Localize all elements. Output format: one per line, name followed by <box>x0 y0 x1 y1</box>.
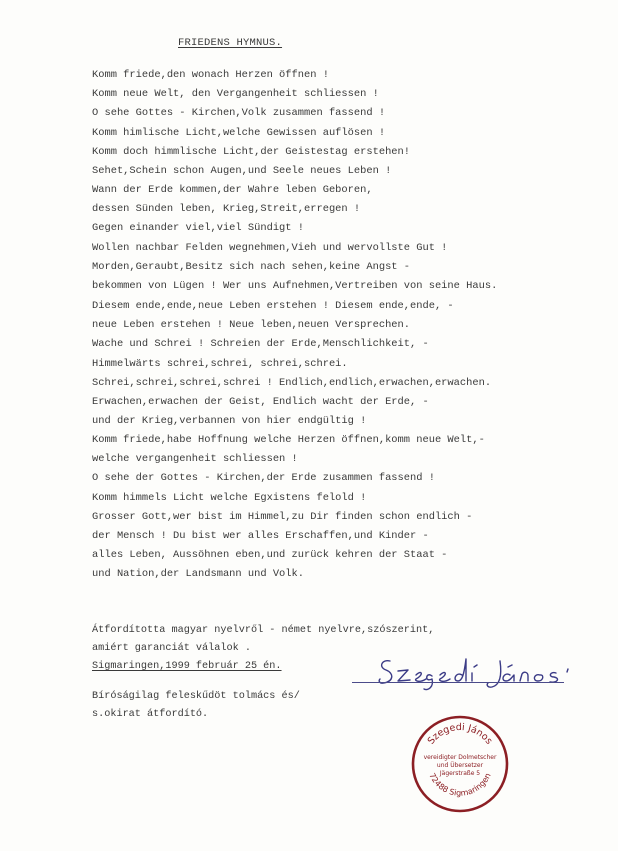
poem-line: Erwachen,erwachen der Geist, Endlich wacht der Erde, - <box>92 395 429 408</box>
poem-title: FRIEDENS HYMNUS. <box>178 37 283 49</box>
poem-line: neue Leben erstehen ! Neue leben,neuen Versprechen. <box>92 319 411 332</box>
poem-line: Komm himlische Licht,welche Gewissen auflösen ! <box>92 126 386 139</box>
svg-text:Szegedi János <box>426 722 495 747</box>
poem-line: alles Leben, Aussöhnen eben,und zurück kehren der Staat - <box>92 549 448 562</box>
stamp-city: 72488 Sigmaringen <box>427 771 493 798</box>
handwritten-signature <box>376 645 576 695</box>
poem-line: und der Krieg,verbannen von hier endgültig ! <box>92 415 367 428</box>
poem-line: bekommen von Lügen ! Wer uns Aufnehmen,Vertreiben von seine Haus. <box>92 279 498 292</box>
poem-line: und Nation,der Landsmann und Volk. <box>92 568 305 581</box>
stanza-2 <box>92 181 497 296</box>
attestation-line: Átfordította magyar nyelvről - német nyelvre,szószerint, <box>92 625 435 636</box>
poem-line: Gegen einander viel,viel Sündigt ! <box>92 222 305 235</box>
signature-underline <box>352 682 564 683</box>
poem-line: Himmelwärts schrei,schrei, schrei,schrei. <box>92 357 348 370</box>
poem-line: Diesem ende,ende,neue Leben erstehen ! Diesem ende,ende, - <box>92 300 454 312</box>
stanza-3 <box>92 297 491 431</box>
poem-line: dessen Sünden leben, Krieg,Streit,erregen ! <box>92 203 361 216</box>
translator-stamp <box>410 714 510 814</box>
poem-line: Komm friede,habe Hoffnung welche Herzen öffnen,komm neue Welt,- <box>92 434 485 446</box>
poem-line: Sehet,Schein schon Augen,und Seele neues Leben ! <box>92 164 392 177</box>
stamp-street: Jägerstraße 5 <box>439 770 481 777</box>
poem-line: der Mensch ! Du bist wer alles Erschaffen,und Kinder - <box>92 529 429 542</box>
poem-line: welche vergangenheit schliessen ! <box>92 453 298 466</box>
stamp-name: Szegedi János <box>425 721 495 747</box>
attestation-line: amiért garanciát válalok . <box>92 643 251 654</box>
stanza-1 <box>92 66 410 181</box>
poem-line: Komm doch himmlische Licht,der Geistestag erstehen! <box>92 145 411 158</box>
translator-title <box>92 688 300 724</box>
poem-line: Komm neue Welt, den Vergangenheit schliessen ! <box>92 88 379 101</box>
stamp-line2: und Übersetzer <box>436 762 484 769</box>
poem-line: Komm himmels Licht welche Egxistens felold ! <box>92 491 367 504</box>
poem-line: Wache und Schrei ! Schreien der Erde,Menschlichkeit, - <box>92 338 429 351</box>
poem-line: Grosser Gott,wer bist im Himmel,zu Dir finden schon endlich - <box>92 510 473 523</box>
translator-line: s.okirat átfordító. <box>92 709 209 720</box>
poem-line: O sehe der Gottes - Kirchen,der Erde zusammen fassend ! <box>92 472 435 485</box>
poem-line: Morden,Geraubt,Besitz sich nach sehen,keine Angst - <box>92 260 411 273</box>
stamp-line1: vereidigter Dolmetscher <box>423 754 497 761</box>
poem-line: Wollen nachbar Felden wegnehmen,Vieh und wervollste Gut ! <box>92 241 448 254</box>
place-date: Sigmaringen,1999 február 25 én. <box>92 661 282 672</box>
poem-line: Komm friede,den wonach Herzen öffnen ! <box>92 69 329 81</box>
poem-line: Wann der Erde kommen,der Wahre leben Geboren, <box>92 184 373 196</box>
poem-line: Schrei,schrei,schrei,schrei ! Endlich,endlich,erwachen,erwachen. <box>92 376 492 389</box>
translator-line: Bíróságilag feleskűdöt tolmács és/ <box>92 691 300 702</box>
stanza-4 <box>92 431 485 585</box>
poem-line: O sehe Gottes - Kirchen,Volk zusammen fassend ! <box>92 107 386 120</box>
